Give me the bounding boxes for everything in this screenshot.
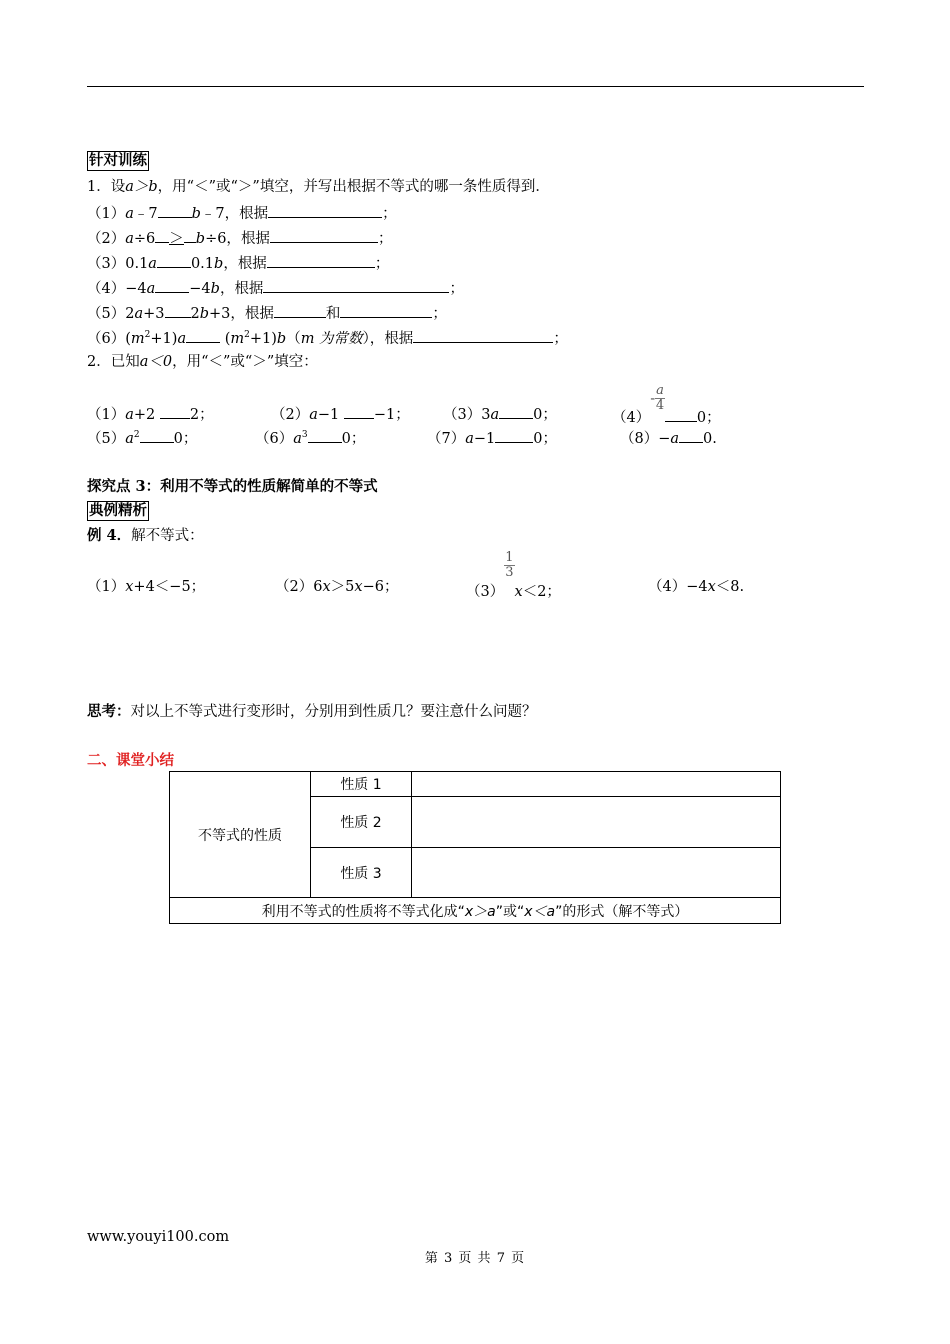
footer-url[interactable]: www.youyi100.com <box>87 1229 230 1245</box>
q2-item-2: （2）a−1 −1； <box>271 403 410 425</box>
example-item-3: （3） $\frac{1}{3}$ x＜2； <box>466 550 561 600</box>
example-box: 典例精析 <box>89 502 147 519</box>
example-4-stem: 例 4．解不等式： <box>87 527 204 544</box>
q2-item-8: （8）−a 0. <box>620 427 717 449</box>
basis-blank[interactable] <box>270 227 378 243</box>
answer-blank[interactable] <box>155 277 189 293</box>
summary-table <box>169 771 781 924</box>
q1-item-2: （2）a÷6 ＞ b÷6，根据 ； <box>87 227 392 249</box>
q2-item-5: $(5)a^2$ 0； <box>87 427 197 449</box>
example-item-2: （2）6x＞5x−6； <box>275 579 399 595</box>
answer-blank[interactable] <box>186 327 220 343</box>
q2-item-4: （4）- $\frac{a}{4}$ 0； <box>612 383 721 426</box>
q1-item-1: （1）a﹣7 b﹣7，根据 ； <box>87 202 397 224</box>
q1-item-3: （3）0.1a 0.1b，根据 ； <box>87 252 389 274</box>
summary-bottom-row: 利用不等式的性质将不等式化成“x＞a”或“x＜a”的形式（解不等式） <box>170 898 781 924</box>
answer-blank[interactable] <box>158 202 192 218</box>
prop-1-label: 性质 1 <box>311 772 412 797</box>
q2-item-3: （3）3a 0； <box>443 403 557 425</box>
header-rule <box>87 86 864 87</box>
basis-blank[interactable] <box>340 302 432 318</box>
prop-3-label: 性质 3 <box>311 848 412 898</box>
basis-blank[interactable] <box>413 327 553 343</box>
basis-blank[interactable] <box>267 252 375 268</box>
q2-item-1: （1）a+2 2； <box>87 403 214 425</box>
answer-blank[interactable] <box>157 252 191 268</box>
q1-stem: 1．设a＞b，用“＜”或“＞”填空，并写出根据不等式的哪一条性质得到． <box>87 179 550 195</box>
row-header-cell: 不等式的性质 <box>170 772 311 898</box>
example-item-4: （4）−4x＜8. <box>648 579 745 595</box>
basis-blank[interactable] <box>274 302 326 318</box>
q1-item-5: （5）2a+3 2b+3，根据 和 ； <box>87 302 447 324</box>
basis-blank[interactable] <box>268 202 382 218</box>
prop-3-content[interactable] <box>412 848 781 898</box>
think-line: 思考：对以上不等式进行变形时，分别用到性质几？要注意什么问题？ <box>87 703 537 720</box>
q2-stem: 2．已知a＜0，用“＜”或“＞”填空： <box>87 354 318 370</box>
basis-blank[interactable] <box>263 277 449 293</box>
prop-1-content[interactable] <box>412 772 781 797</box>
practice-label: 针对训练 <box>89 152 147 169</box>
example-heading <box>87 501 149 521</box>
q2-item-6: $(6)a^3$ 0； <box>255 427 365 449</box>
page-number: 第 3 页 共 7 页 <box>424 1251 526 1266</box>
filled-answer[interactable]: ＞ <box>169 231 184 247</box>
prop-2-label: 性质 2 <box>311 797 412 848</box>
explore3-title: 探究点 3：利用不等式的性质解简单的不等式 <box>87 478 378 495</box>
q1-item-4: （4）−4a −4b，根据 ； <box>87 277 464 299</box>
example-item-1: （1）x+4＜−5； <box>87 579 206 595</box>
summary-title: 二、课堂小结 <box>87 752 174 769</box>
answer-blank[interactable] <box>165 302 191 318</box>
q1-item-6: $(6)(m^2+1)a$ $(m^2+1)b(m$ 为常数），根据 ； <box>87 327 568 349</box>
prop-2-content[interactable] <box>412 797 781 848</box>
q2-item-7: （7）a−1 0； <box>427 427 557 449</box>
practice-heading <box>87 151 149 171</box>
